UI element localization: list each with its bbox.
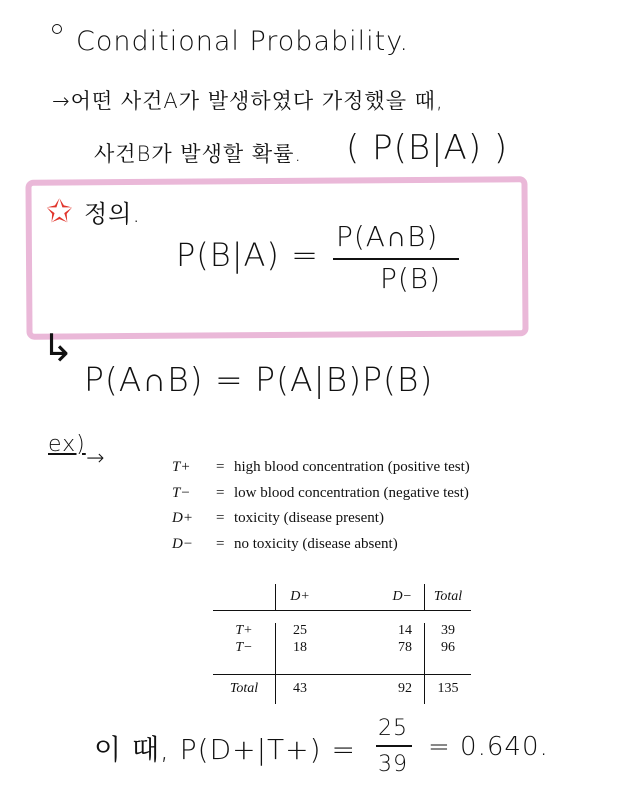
column-header: D+ — [290, 588, 310, 604]
divider-line — [425, 657, 472, 675]
symbol-definitions — [172, 455, 470, 557]
table-cell: 96 — [441, 640, 455, 655]
table-total-row — [213, 674, 471, 704]
fraction-line — [376, 745, 412, 747]
table-divider — [213, 610, 471, 623]
definition-lhs: P(B|A) = — [176, 236, 319, 274]
symbol-meaning: low blood concentration (negative test) — [234, 484, 469, 501]
divider-line — [276, 657, 325, 675]
symbol: T+ — [172, 459, 191, 475]
table-row — [213, 640, 471, 657]
symbol-meaning: high blood concentration (positive test) — [234, 459, 470, 475]
definition-row — [172, 455, 470, 481]
table-divider — [213, 657, 471, 675]
symbol-meaning: toxicity (disease present) — [234, 510, 384, 526]
table-cell: 14 — [324, 623, 425, 640]
corner-cell — [213, 584, 276, 610]
curved-arrow-icon: ↳ — [42, 326, 75, 370]
divider-line — [213, 657, 276, 675]
row-label: T− — [213, 640, 276, 657]
symbol: D+ — [172, 510, 193, 526]
equals-sign: = — [216, 459, 225, 475]
conclusion-prefix: 이 때, P(D+|T+) = — [94, 733, 356, 766]
table-cell: 78 — [324, 640, 425, 657]
divider-line — [324, 657, 425, 675]
description-line-2: 사건B가 발생할 확률. — [94, 142, 303, 166]
row-label: Total — [213, 674, 276, 704]
definition-numerator: P(A∩B) — [336, 220, 439, 253]
conclusion-numerator: 25 — [378, 716, 408, 741]
table-cell: 92 — [324, 674, 425, 704]
table-cell: 25 — [293, 623, 307, 638]
table-cell: 43 — [293, 681, 307, 697]
definition-row — [172, 481, 470, 507]
table-row — [213, 623, 471, 640]
example-label: ex) — [48, 432, 86, 457]
description-line-1: →어떤 사건A가 발생하였다 가정했을 때, — [52, 89, 444, 113]
notation: ( P(B|A) ) — [346, 128, 509, 168]
column-header: D− — [324, 584, 425, 610]
arrow-right-icon: → — [86, 446, 106, 471]
symbol: D− — [172, 535, 193, 552]
definition-row — [172, 532, 470, 558]
definition-row — [172, 506, 470, 532]
equals-sign: = — [216, 510, 225, 526]
star-icon: ✩ — [46, 192, 74, 230]
divider-line — [213, 610, 471, 623]
table-cell: 18 — [293, 640, 307, 655]
definition-label: 정의. — [84, 200, 141, 228]
equals-sign: = — [216, 484, 225, 501]
symbol: T− — [172, 484, 191, 501]
table-cell: 39 — [441, 623, 455, 638]
conclusion-denominator: 39 — [378, 752, 408, 777]
table-cell: 135 — [437, 681, 459, 697]
bullet-circle — [52, 24, 62, 34]
row-label: T+ — [213, 623, 276, 640]
symbol-meaning: no toxicity (disease absent) — [234, 535, 398, 552]
definition-denominator: P(B) — [380, 262, 442, 295]
contingency-table — [213, 584, 471, 704]
column-header: Total — [433, 588, 463, 604]
conclusion-result: = 0.640. — [428, 732, 549, 762]
equals-sign: = — [216, 535, 225, 552]
fraction-line — [333, 258, 459, 260]
table-header-row — [213, 584, 471, 610]
product-rule: P(A∩B) = P(A|B)P(B) — [84, 360, 434, 399]
heading: Conditional Probability. — [76, 26, 409, 57]
